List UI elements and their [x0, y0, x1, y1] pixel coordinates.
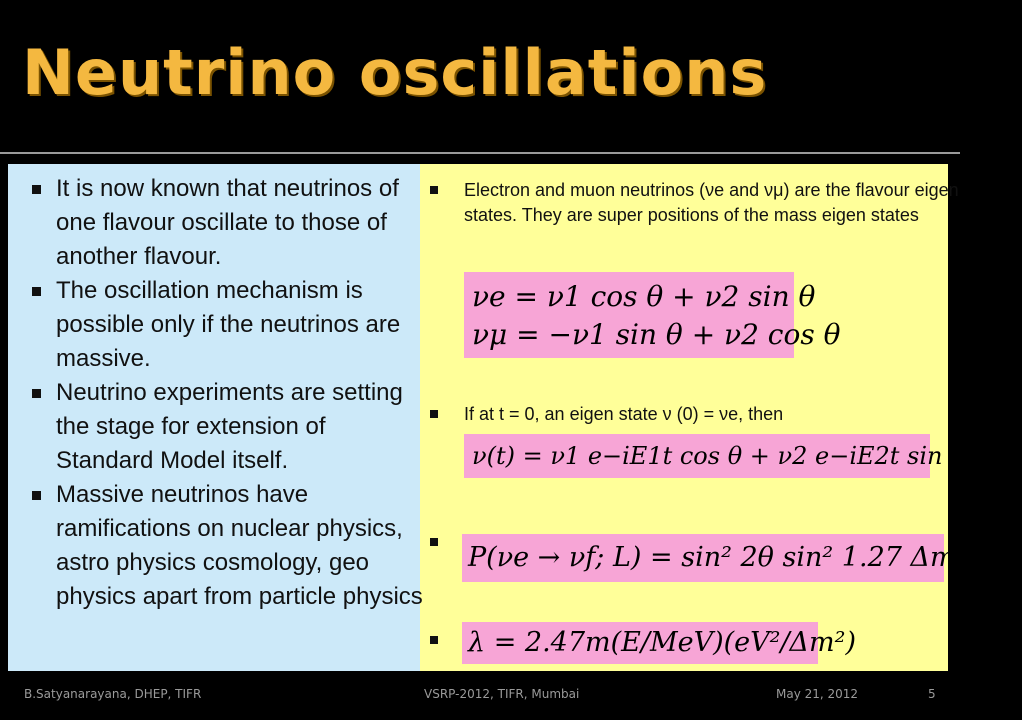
- title-divider: [0, 152, 960, 154]
- left-bullet-item: [24, 478, 424, 614]
- left-bullet-item: [24, 376, 424, 478]
- square-bullet-icon: [430, 636, 438, 644]
- bullet-text: If at t = 0, an eigen state ν (0) = νe, then: [464, 404, 784, 424]
- probability-equation-box: [462, 534, 1022, 582]
- slide-title: Neutrino oscillations: [22, 36, 768, 109]
- footer-page-number: 5: [928, 687, 936, 701]
- probability-equation: P(νe → νf; L) = sin² 2θ sin² 1.27 Δm² L/E: [468, 542, 1022, 573]
- right-bullet-initial-state: [430, 402, 964, 427]
- bullet-text: Electron and muon neutrinos (νe and νμ) are the flavour eigen states. They are super positions of the mass eigen states: [464, 180, 959, 225]
- right-bullet-flavour-states: [430, 178, 964, 228]
- square-bullet-icon: [32, 185, 41, 194]
- footer-event: VSRP-2012, TIFR, Mumbai: [424, 687, 580, 701]
- footer-date: May 21, 2012: [776, 687, 859, 701]
- wavelength-equation: λ = 2.47m(E/MeV)(eV²/Δm²): [468, 627, 857, 658]
- bullet-text: Neutrino experiments are setting the stage for extension of Standard Model itself.: [56, 379, 403, 474]
- bullet-text: The oscillation mechanism is possible only if the neutrinos are massive.: [56, 277, 401, 372]
- bullet-text: Massive neutrinos have ramifications on nuclear physics, astro physics cosmology, geo physics apart from particle physics: [56, 481, 423, 610]
- time-evolution-equation-box: [464, 434, 965, 478]
- equation-line-electron: νe = ν1 cos θ + ν2 sin θ: [472, 280, 816, 313]
- footer-author: B.Satyanarayana, DHEP, TIFR: [24, 687, 202, 701]
- time-evolution-equation: ν(t) = ν1 e−iE1t cos θ + ν2 e−iE2t sin θ: [472, 442, 965, 470]
- left-bullet-item: [24, 274, 424, 376]
- left-bullet-list: [24, 172, 424, 614]
- square-bullet-icon: [32, 389, 41, 398]
- square-bullet-icon: [430, 410, 438, 418]
- left-bullet-item: [24, 172, 424, 274]
- wavelength-equation-box: [462, 622, 857, 664]
- square-bullet-icon: [32, 491, 41, 500]
- bullet-text: It is now known that neutrinos of one flavour oscillate to those of another flavour.: [56, 175, 399, 270]
- square-bullet-icon: [32, 287, 41, 296]
- square-bullet-icon: [430, 186, 438, 194]
- equation-line-muon: νμ = −ν1 sin θ + ν2 cos θ: [472, 318, 841, 351]
- mixing-equation-box: [464, 272, 841, 358]
- square-bullet-icon: [430, 538, 438, 546]
